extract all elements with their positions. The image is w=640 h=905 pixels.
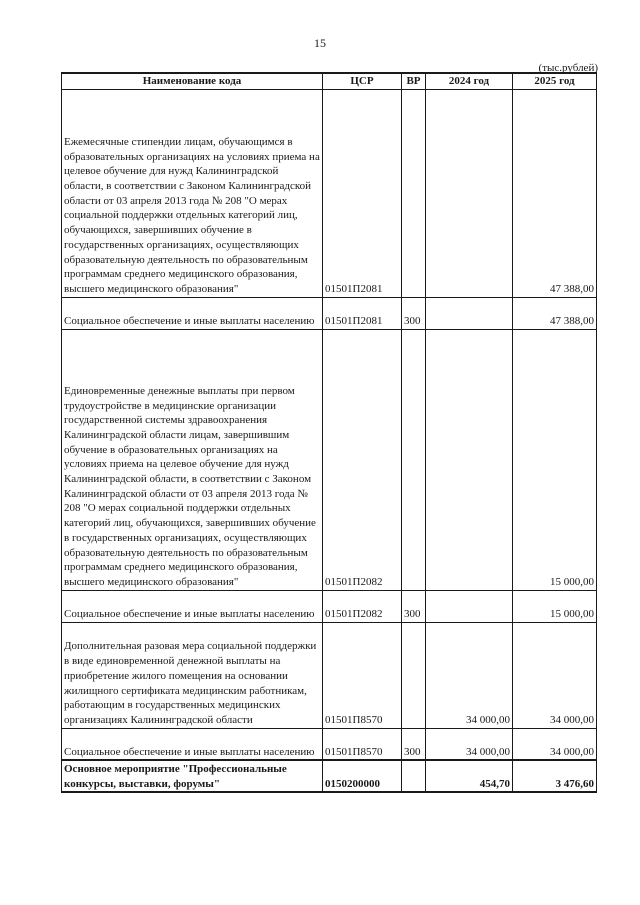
row-csr: 01501П2081: [323, 297, 402, 329]
header-2024: 2024 год: [426, 73, 513, 89]
row-csr: 01501П2082: [323, 590, 402, 622]
page-number: 15: [314, 36, 326, 50]
row-name: Социальное обеспечение и иные выплаты населению: [62, 297, 323, 329]
table-row-total: [62, 760, 597, 792]
table-row: [62, 89, 597, 297]
header-2025: 2025 год: [513, 73, 597, 89]
header-vr: ВР: [402, 73, 426, 89]
row-2025: 47 388,00: [513, 89, 597, 297]
row-2025: 15 000,00: [513, 329, 597, 590]
row-name: Единовременные денежные выплаты при первом трудоустройстве в медицинские организации государственной системы здравоохранения Калининградской области лицам, завершившим обучение в образовательных организациях на условиях приема на целевое обучение для нужд Калининградской области, в соответствии с Законом Калининградской области от 03 апреля 2013 года № 208 "О мерах социальной поддержки отдельных категорий лиц, обучающихся, завершивших обучение в государственных организациях, осуществляющих образовательную деятельность по образовательным программам среднего медицинского образования, высшего медицинского образования": [62, 329, 323, 590]
units-label: (тыс.рублей): [538, 62, 598, 74]
row-2024: [426, 89, 513, 297]
row-csr: 01501П8570: [323, 622, 402, 728]
table-header-row: [62, 73, 597, 89]
row-name: Дополнительная разовая мера социальной поддержки в виде единовременной денежной выплаты на приобретение жилого помещения на основании жилищного сертификата медицинским работникам, работающим в государственных медицинских организациях Калининградской области: [62, 622, 323, 728]
header-name: Наименование кода: [62, 73, 323, 89]
row-vr: [402, 622, 426, 728]
budget-table: [61, 72, 597, 793]
row-csr: 01501П2082: [323, 329, 402, 590]
table-row: [62, 329, 597, 590]
table-row: [62, 297, 597, 329]
row-vr: 300: [402, 297, 426, 329]
header-csr: ЦСР: [323, 73, 402, 89]
row-2025: 3 476,60: [513, 760, 597, 792]
row-csr: 0150200000: [323, 760, 402, 792]
row-2025: 34 000,00: [513, 728, 597, 760]
row-2024: [426, 590, 513, 622]
table-row: [62, 590, 597, 622]
row-name: Основное мероприятие "Профессиональные конкурсы, выставки, форумы": [62, 760, 323, 792]
row-2024: [426, 329, 513, 590]
row-vr: 300: [402, 590, 426, 622]
row-csr: 01501П2081: [323, 89, 402, 297]
row-vr: [402, 760, 426, 792]
row-vr: 300: [402, 728, 426, 760]
row-vr: [402, 89, 426, 297]
row-2024: 34 000,00: [426, 622, 513, 728]
row-2025: 15 000,00: [513, 590, 597, 622]
table-row: [62, 728, 597, 760]
row-name: Социальное обеспечение и иные выплаты населению: [62, 728, 323, 760]
row-name: Социальное обеспечение и иные выплаты населению: [62, 590, 323, 622]
row-2024: 34 000,00: [426, 728, 513, 760]
row-2024: 454,70: [426, 760, 513, 792]
row-2025: 47 388,00: [513, 297, 597, 329]
row-2025: 34 000,00: [513, 622, 597, 728]
table-row: [62, 622, 597, 728]
row-name: Ежемесячные стипендии лицам, обучающимся в образовательных организациях на условиях приема на целевое обучение для нужд Калининградской области, в соответствии с Законом Калининградской области от 03 апреля 2013 года № 208 "О мерах социальной поддержки отдельных категорий лиц, обучающихся, завершивших обучение в государственных организациях, осуществляющих образовательную деятельность по образовательным программам среднего медицинского образования, высшего медицинского образования": [62, 89, 323, 297]
row-vr: [402, 329, 426, 590]
row-2024: [426, 297, 513, 329]
row-csr: 01501П8570: [323, 728, 402, 760]
